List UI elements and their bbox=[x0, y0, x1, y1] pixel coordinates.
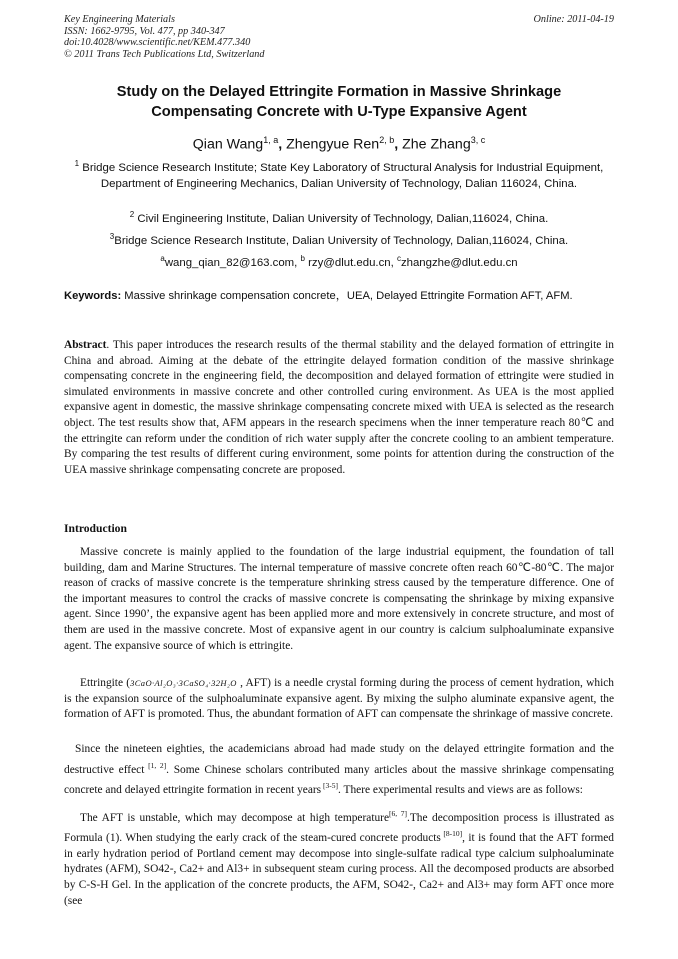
email-link[interactable]: wang_qian_82@163.com, bbox=[164, 256, 301, 269]
email-link[interactable]: rzy@dlut.edu.cn, bbox=[304, 256, 397, 269]
email-link[interactable]: zhangzhe@dlut.edu.cn bbox=[400, 256, 518, 269]
paragraph-text: . There experimental results and views are as follows: bbox=[338, 783, 583, 796]
abstract-label: Abstract bbox=[64, 339, 107, 351]
abstract bbox=[64, 338, 614, 478]
journal-header bbox=[64, 14, 264, 60]
paragraph-text: . Some Chinese scholars contributed many articles about the massive shrinkage compensating concrete and delayed ettringite formation in recent years bbox=[64, 763, 614, 796]
paper-title bbox=[60, 82, 618, 122]
abstract-text: . This paper introduces the research results of the thermal stability and the delayed formation of ettringite in China and abroad. Aiming at the debate of the ettringite delayed formation condition of the massive shrinkage compensating concrete in the engineering field, the decomposition and delayed formation of ettringite were studied in simulated environments in massive concrete and other controlled curing environment. As UEA is the most applied expansive agent in domestic, the massive shrinkage compensating concrete mixed with UEA is selected as the research object. The test results show that, AFM appears in the research specimens when the inner temperature reach 80℃ and the ettringite can reform under the condition of rich water supply after the concrete cooling to an ambient temperature. By comparing the test results of different curing environment, some points for attention during the construction of the UEA massive shrinkage compensating concrete are proposed. bbox=[64, 339, 614, 476]
affiliation-1 bbox=[60, 156, 618, 192]
affiliation-text: Civil Engineering Institute, Dalian University of Technology, Dalian,116024, China. bbox=[137, 212, 549, 225]
author-name: Qian Wang bbox=[192, 136, 264, 153]
paragraph-text: , it is found that the AFT formed in early hydration period of Portland cement may decompose into single-sulfate radical type calcium sulphoaluminate hydrates (AFM), SO42-, Ca2+ and Al3+ in subsequent steam curing process. All the decomposed products are absorbed by C-S-H Gel. In the application of the concrete products, the AFM, SO42-, Ca2+ and Al3+ may form AFT once more (see bbox=[64, 832, 614, 907]
paragraph-text: .The decomposition process is illustrated as Formula (1). When studying the early crack of the steam-cured concrete products bbox=[64, 811, 614, 845]
email-mark: c bbox=[396, 254, 401, 263]
paragraph-text: , AFT) is a needle crystal forming during the process of cement hydration, which is the expansion source of the sulphoaluminate expansive agent. By mixing the sulpho aluminate expansive agent, the formation of AFT is promoted. Thus, the abundant formation of AFT can compensate the shrinkage of massive concrete. bbox=[64, 677, 614, 721]
affiliation-3 bbox=[60, 229, 618, 249]
paragraph-text: Since the nineteen eighties, the academicians abroad had made study on the delayed ettringite formation and the destructive effect bbox=[64, 743, 614, 776]
citation[interactable]: [6, 7] bbox=[389, 809, 407, 818]
author-affil-mark: 2, b bbox=[379, 135, 395, 145]
online-date: Online: 2011-04-19 bbox=[533, 14, 614, 25]
author-separator: , bbox=[278, 136, 287, 153]
email-mark: b bbox=[300, 254, 305, 263]
issn-line: ISSN: 1662-9795, Vol. 477, pp 340-347 bbox=[64, 25, 225, 37]
affiliation-2 bbox=[60, 207, 618, 227]
author-emails bbox=[60, 251, 618, 271]
intro-paragraph-1 bbox=[64, 545, 614, 654]
affiliation-number: 1 bbox=[74, 159, 80, 168]
affiliation-number: 3 bbox=[109, 232, 115, 241]
section-heading-introduction: Introduction bbox=[64, 522, 127, 535]
affiliation-text: Bridge Science Research Institute; State Key Laboratory of Structural Analysis for Industrial Equipment, Department of Engineering Mechanics, Dalian University of Technology, Dalian 116024, China. bbox=[82, 161, 604, 190]
title-line-2: Compensating Concrete with U-Type Expansive Agent bbox=[151, 104, 527, 120]
author-list bbox=[60, 130, 618, 155]
affiliation-number: 2 bbox=[129, 210, 135, 219]
title-line-1: Study on the Delayed Ettringite Formation in Massive Shrinkage bbox=[116, 84, 562, 100]
intro-paragraph-4 bbox=[64, 806, 614, 909]
affiliation-text: Bridge Science Research Institute, Dalian University of Technology, Dalian,116024, China. bbox=[114, 234, 569, 247]
ettringite-formula: 3CaO·Al₂O₃·3CaSO₄·32H₂O bbox=[130, 678, 237, 688]
email-mark: a bbox=[160, 254, 165, 263]
author-separator: , bbox=[394, 136, 403, 153]
keywords-label: Keywords: bbox=[64, 290, 122, 302]
author-affil-mark: 3, c bbox=[470, 135, 486, 145]
doi-line[interactable]: doi:10.4028/www.scientific.net/KEM.477.340 bbox=[64, 37, 251, 49]
intro-paragraph-3 bbox=[64, 742, 614, 798]
intro-paragraph-2 bbox=[64, 676, 614, 723]
author-name: Zhe Zhang bbox=[402, 136, 471, 153]
author-name: Zhengyue Ren bbox=[286, 136, 380, 153]
keywords bbox=[64, 289, 614, 304]
citation[interactable]: [3-5] bbox=[321, 780, 338, 790]
citation[interactable]: [1, 2] bbox=[144, 760, 167, 770]
journal-name: Key Engineering Materials bbox=[64, 14, 175, 25]
author-affil-mark: 1, a bbox=[263, 135, 279, 145]
paragraph-text: Ettringite ( bbox=[80, 677, 131, 689]
copyright-line: © 2011 Trans Tech Publications Ltd, Switzerland bbox=[64, 48, 265, 60]
citation[interactable]: [8-10] bbox=[440, 829, 463, 839]
paragraph-text: Massive concrete is mainly applied to the foundation of the large industrial equipment, the foundation of tall building, dam and Marine Structures. The internal temperature of massive concrete often reach 60℃-80℃. The major reason of cracks of massive concrete is the temperature shrinking stress caused by the temperature difference. One of the important measures to control the cracks of massive concrete is compensating the shrinkage by mixing expansive agent. Since 1990’, the expansive agent has been applied more and more extensively in concrete structure, and most of them are used in the massive concrete. Most of expansive agent in our country is calcium sulphoaluminate expansive agent. The expansive source of which is ettringite. bbox=[64, 546, 614, 652]
paragraph-text: The AFT is unstable, which may decompose at high temperature bbox=[80, 811, 390, 824]
keywords-text: Massive shrinkage compensation concrete，UEA, Delayed Ettringite Formation AFT, AFM. bbox=[121, 290, 573, 302]
